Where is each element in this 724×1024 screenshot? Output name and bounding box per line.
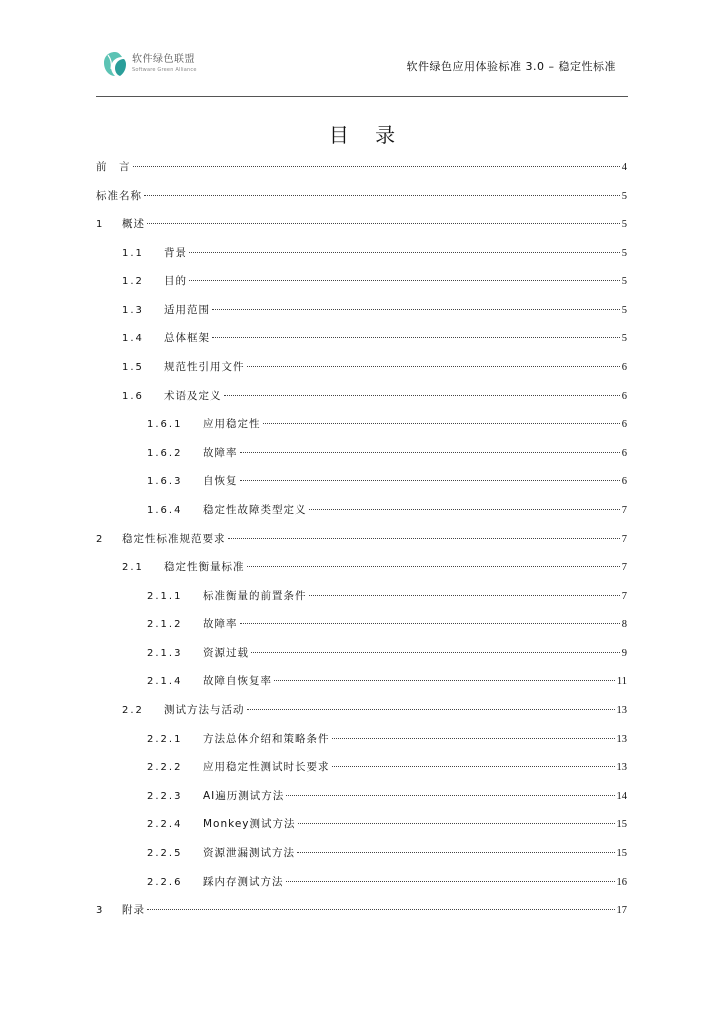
toc-entry-text: 自恢复 bbox=[203, 475, 238, 488]
toc-entry-text: AI遍历测试方法 bbox=[203, 789, 285, 802]
toc-dot-leader bbox=[309, 509, 620, 510]
toc-page-number: 13 bbox=[616, 705, 627, 717]
toc-entry[interactable] bbox=[96, 499, 627, 521]
toc-entry-number: 2.2.2 bbox=[147, 762, 183, 774]
toc-entry-number: 2.1.1 bbox=[147, 590, 183, 602]
toc-entry[interactable] bbox=[96, 470, 627, 492]
toc-entry-text: 适用范围 bbox=[164, 303, 210, 316]
toc-dot-leader bbox=[247, 366, 620, 367]
toc-page-number: 14 bbox=[616, 790, 627, 802]
toc-entry-text: 故障率 bbox=[203, 618, 238, 631]
toc-page-number: 7 bbox=[621, 590, 627, 602]
toc-page-number: 4 bbox=[621, 162, 627, 173]
toc-entry-number: 2.2.1 bbox=[147, 733, 183, 745]
toc-entry-text: 故障自恢复率 bbox=[203, 675, 272, 688]
toc-entry[interactable] bbox=[96, 156, 627, 178]
logo-en-text: Software Green Alliance bbox=[132, 67, 197, 73]
toc-dot-leader bbox=[224, 395, 620, 396]
toc-entry[interactable] bbox=[96, 699, 627, 721]
toc-entry-number: 2.2.3 bbox=[147, 790, 183, 802]
toc-page-number: 7 bbox=[621, 504, 627, 516]
toc-page-number: 6 bbox=[621, 476, 627, 488]
toc-entry[interactable] bbox=[96, 785, 627, 807]
toc-entry[interactable] bbox=[96, 585, 627, 607]
toc-dot-leader bbox=[240, 480, 620, 481]
toc-entry-number: 1.5 bbox=[122, 362, 144, 374]
toc-entry-number: 3 bbox=[96, 905, 105, 917]
toc-page-number: 5 bbox=[621, 219, 627, 231]
toc-dot-leader bbox=[147, 223, 620, 224]
toc-dot-leader bbox=[144, 195, 620, 196]
toc-entry[interactable] bbox=[96, 528, 627, 550]
toc-dot-leader bbox=[228, 538, 620, 539]
toc-entry-number: 2.2 bbox=[122, 705, 144, 717]
toc-page-number: 15 bbox=[616, 819, 627, 831]
toc-entry-number: 1.3 bbox=[122, 304, 144, 316]
toc-entry[interactable] bbox=[96, 670, 627, 692]
toc-entry-text: 概述 bbox=[122, 218, 145, 231]
toc-entry[interactable] bbox=[96, 385, 627, 407]
toc-dot-leader bbox=[309, 595, 620, 596]
toc-page-number: 7 bbox=[621, 533, 627, 545]
toc-page-number: 6 bbox=[621, 447, 627, 459]
toc-entry-number: 1.6.3 bbox=[147, 476, 183, 488]
toc-entry-text: 稳定性故障类型定义 bbox=[203, 503, 307, 516]
toc-entry[interactable] bbox=[96, 813, 627, 835]
toc-entry[interactable] bbox=[96, 356, 627, 378]
toc-entry[interactable] bbox=[96, 613, 627, 635]
toc-page-number: 5 bbox=[621, 333, 627, 345]
toc-dot-leader bbox=[263, 423, 620, 424]
logo bbox=[102, 50, 197, 78]
toc-entry-text: 方法总体介绍和策略条件 bbox=[203, 732, 330, 745]
toc-entry-text: 资源泄漏测试方法 bbox=[203, 846, 295, 859]
toc-dot-leader bbox=[189, 252, 620, 253]
toc-page-number: 6 bbox=[621, 362, 627, 374]
toc-entry-text: 目的 bbox=[164, 275, 187, 288]
toc-dot-leader bbox=[297, 852, 615, 853]
toc-entry-text: 稳定性衡量标准 bbox=[164, 561, 245, 574]
toc-dot-leader bbox=[274, 680, 615, 681]
toc-dot-leader bbox=[212, 337, 620, 338]
toc-dot-leader bbox=[147, 909, 615, 910]
toc-entry[interactable] bbox=[96, 242, 627, 264]
toc-entry-number: 2.1.2 bbox=[147, 619, 183, 631]
toc-entry-number: 2.2.5 bbox=[147, 847, 183, 859]
toc-entry-number: 2.2.4 bbox=[147, 819, 183, 831]
toc-entry-text: 术语及定义 bbox=[164, 389, 222, 402]
toc-entry-number: 1.6.1 bbox=[147, 419, 183, 431]
toc-entry[interactable] bbox=[96, 728, 627, 750]
toc-entry-number: 1.6.2 bbox=[147, 447, 183, 459]
toc-entry-text: Monkey测试方法 bbox=[203, 818, 296, 831]
toc-dot-leader bbox=[247, 566, 620, 567]
toc-dot-leader bbox=[240, 452, 620, 453]
toc-page-number: 6 bbox=[621, 419, 627, 431]
toc-dot-leader bbox=[298, 823, 615, 824]
toc-page-number: 5 bbox=[621, 304, 627, 316]
toc-entry[interactable] bbox=[96, 413, 627, 435]
toc-page-number: 15 bbox=[616, 847, 627, 859]
toc-page-number: 7 bbox=[621, 562, 627, 574]
toc-page-number: 5 bbox=[621, 190, 627, 202]
toc-dot-leader bbox=[286, 795, 614, 796]
toc-page-number: 13 bbox=[616, 733, 627, 745]
toc-entry[interactable] bbox=[96, 556, 627, 578]
toc-entry-number: 2.1.4 bbox=[147, 676, 183, 688]
toc-entry-text: 资源过载 bbox=[203, 646, 249, 659]
toc-entry-text: 踩内存测试方法 bbox=[203, 875, 284, 888]
toc-entry[interactable] bbox=[96, 756, 627, 778]
toc-entry[interactable] bbox=[96, 213, 627, 235]
toc-entry-text: 应用稳定性 bbox=[203, 418, 261, 431]
toc-entry-number: 1.4 bbox=[122, 333, 144, 345]
toc-entry-text: 标准衡量的前置条件 bbox=[203, 589, 307, 602]
toc-entry[interactable] bbox=[96, 327, 627, 349]
toc-page-number: 8 bbox=[621, 619, 627, 631]
logo-cn-text: 软件绿色联盟 bbox=[132, 54, 195, 65]
toc-page-number: 11 bbox=[616, 676, 627, 688]
toc-entry[interactable] bbox=[96, 642, 627, 664]
toc-dot-leader bbox=[332, 738, 615, 739]
toc-entry-text: 背景 bbox=[164, 246, 187, 259]
toc-entry[interactable] bbox=[96, 871, 627, 893]
toc-entry[interactable] bbox=[96, 185, 627, 207]
toc-page-number: 9 bbox=[621, 647, 627, 659]
toc-page-number: 13 bbox=[616, 762, 627, 774]
toc-entry-text: 标准名称 bbox=[96, 189, 142, 202]
toc-dot-leader bbox=[251, 652, 620, 653]
toc-entry-text: 稳定性标准规范要求 bbox=[122, 532, 226, 545]
toc-page-number: 16 bbox=[616, 876, 627, 888]
toc-dot-leader bbox=[189, 280, 620, 281]
toc-dot-leader bbox=[240, 623, 620, 624]
toc-page-number: 6 bbox=[621, 390, 627, 402]
toc-dot-leader bbox=[212, 309, 620, 310]
toc-entry-text: 附录 bbox=[122, 904, 145, 917]
toc-entry-number: 1.6.4 bbox=[147, 504, 183, 516]
toc-entry-text: 总体框架 bbox=[164, 332, 210, 345]
toc-title: 目 录 bbox=[328, 123, 406, 147]
toc-entry[interactable] bbox=[96, 842, 627, 864]
toc-entry-text: 应用稳定性测试时长要求 bbox=[203, 761, 330, 774]
toc-entry[interactable] bbox=[96, 299, 627, 321]
toc-entry-number: 1.2 bbox=[122, 276, 144, 288]
toc-entry[interactable] bbox=[96, 442, 627, 464]
page-header bbox=[96, 40, 628, 97]
toc-entry-number: 1.6 bbox=[122, 390, 144, 402]
toc-entry-number: 2 bbox=[96, 533, 105, 545]
toc-dot-leader bbox=[332, 766, 615, 767]
toc-page-number: 17 bbox=[616, 905, 627, 917]
toc-entry-number: 1 bbox=[96, 219, 105, 231]
toc-dot-leader bbox=[247, 709, 615, 710]
toc-entry-number: 2.2.6 bbox=[147, 876, 183, 888]
toc-entry-text: 故障率 bbox=[203, 446, 238, 459]
toc-dot-leader bbox=[133, 166, 620, 167]
toc-entry-number: 2.1 bbox=[122, 562, 144, 574]
toc-entry-text: 前 言 bbox=[96, 161, 131, 173]
toc-entry[interactable] bbox=[96, 899, 627, 921]
toc-entry-text: 规范性引用文件 bbox=[164, 361, 245, 374]
toc-page-number: 5 bbox=[621, 276, 627, 288]
alliance-logo-icon bbox=[102, 50, 128, 78]
toc-entry-number: 2.1.3 bbox=[147, 647, 183, 659]
toc-entry-text: 测试方法与活动 bbox=[164, 704, 245, 717]
toc-entry[interactable] bbox=[96, 270, 627, 292]
toc-dot-leader bbox=[286, 881, 615, 882]
document-header-title: 软件绿色应用体验标准 3.0 – 稳定性标准 bbox=[406, 60, 616, 73]
toc-entry-number: 1.1 bbox=[122, 247, 144, 259]
toc-page-number: 5 bbox=[621, 247, 627, 259]
